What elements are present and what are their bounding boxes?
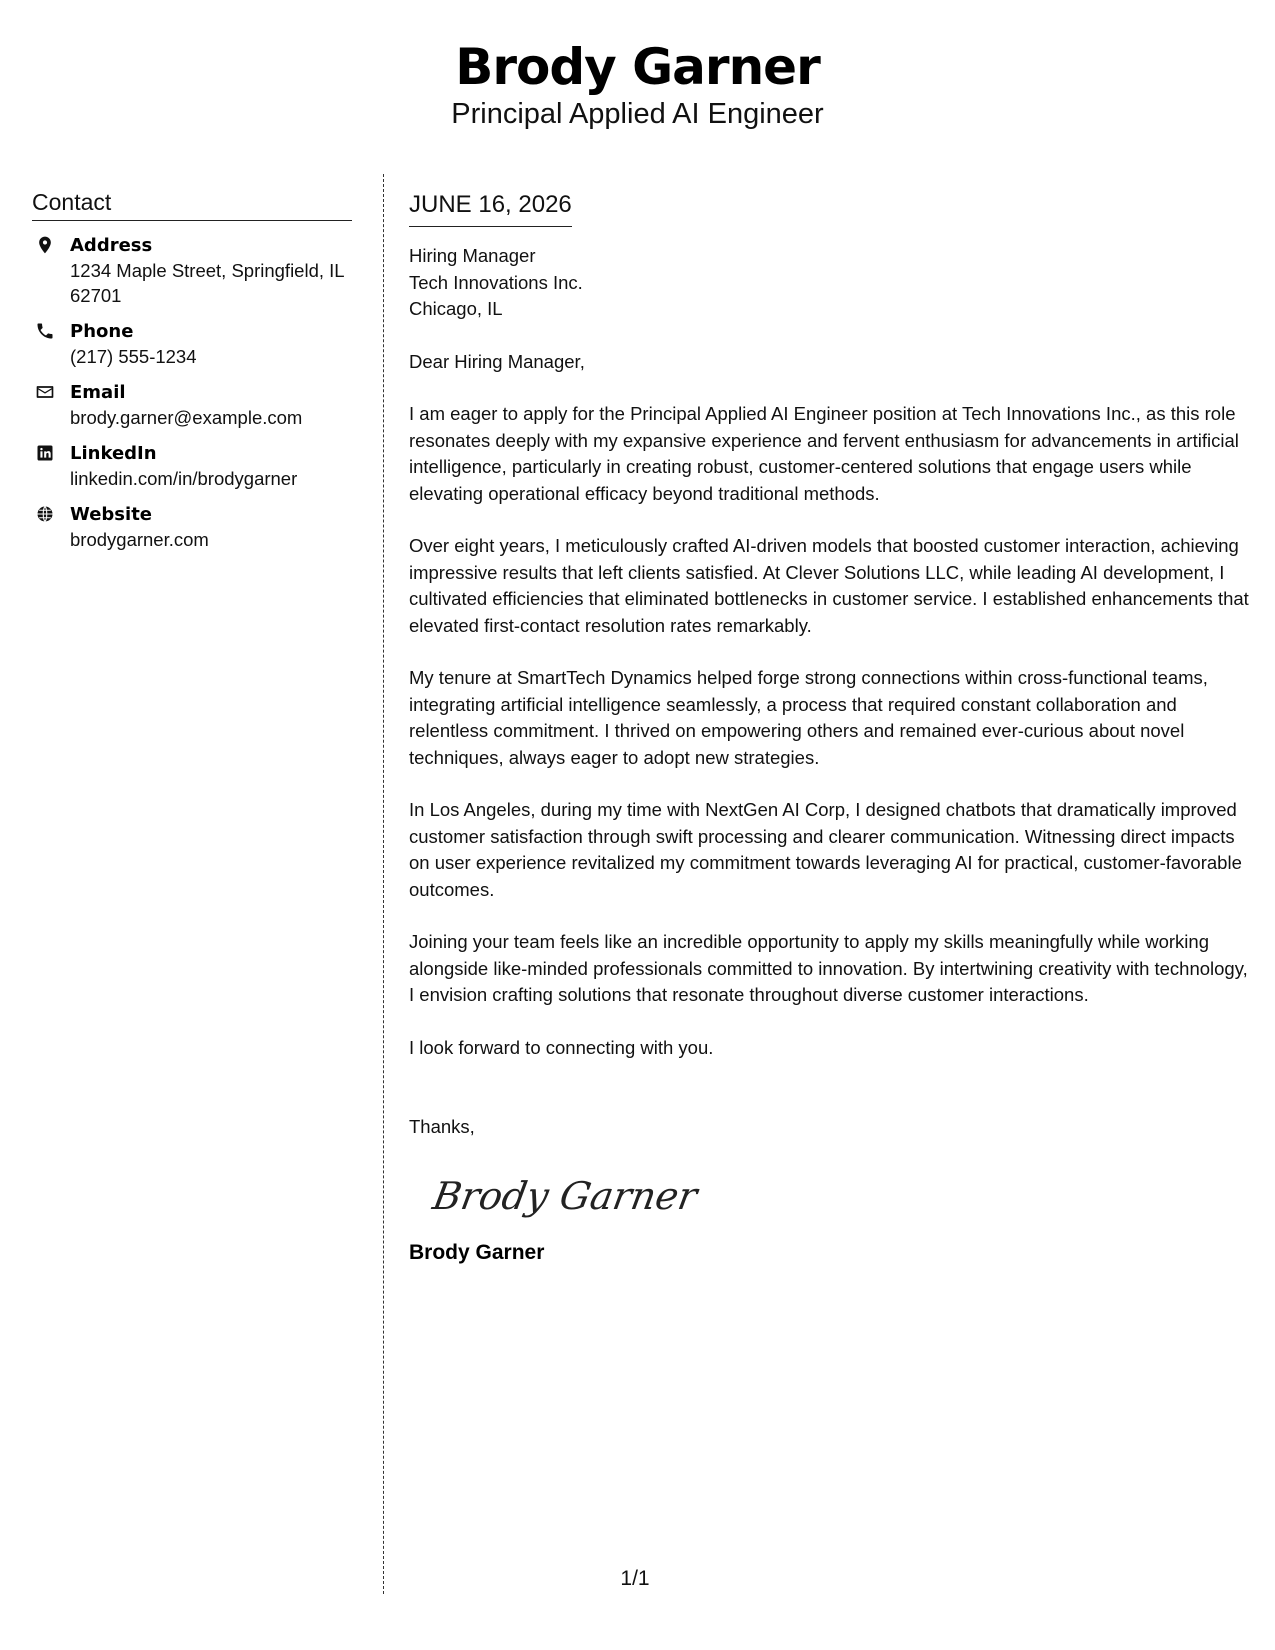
applicant-name: Brody Garner bbox=[455, 38, 820, 96]
linkedin-value: linkedin.com/in/brodygarner bbox=[70, 468, 298, 489]
contact-item-phone bbox=[32, 319, 352, 369]
signer-name: Brody Garner bbox=[409, 1240, 545, 1264]
page-number: 1/1 bbox=[620, 1567, 650, 1590]
globe-icon bbox=[35, 504, 55, 524]
contact-label: Phone bbox=[70, 321, 134, 342]
letter-body bbox=[409, 190, 1254, 1267]
column-divider bbox=[383, 174, 384, 1594]
contact-item-email bbox=[32, 380, 352, 430]
letter-header bbox=[0, 38, 1275, 132]
contact-item-address bbox=[32, 233, 352, 308]
contact-sidebar bbox=[32, 188, 352, 563]
contact-heading: Contact bbox=[32, 188, 352, 221]
closing: Thanks, bbox=[409, 1116, 475, 1137]
phone-icon bbox=[35, 321, 55, 341]
linkedin-icon bbox=[35, 443, 55, 463]
body-paragraph: Over eight years, I meticulously crafted AI-driven models that boosted customer interaction, achieving impressive results that left clients satisfied. At Clever Solutions LLC, while leading AI development, I cultivated efficiencies that eliminated bottlenecks in customer service. I established enhancements that elevated first-contact resolution rates remarkably. bbox=[409, 535, 1249, 636]
contact-label: LinkedIn bbox=[70, 443, 157, 464]
email-value: brody.garner@example.com bbox=[70, 407, 303, 428]
contact-label: Address bbox=[70, 235, 153, 256]
signature-script: Brody Garner bbox=[429, 1173, 701, 1219]
handwritten-signature bbox=[427, 1165, 701, 1225]
contact-label: Email bbox=[70, 382, 126, 403]
contact-item-linkedin bbox=[32, 441, 352, 491]
address-value: 1234 Maple Street, Springfield, IL 62701 bbox=[70, 260, 344, 306]
website-value: brodygarner.com bbox=[70, 529, 209, 550]
body-paragraph: I look forward to connecting with you. bbox=[409, 1036, 714, 1058]
recipient-line: Chicago, IL bbox=[409, 298, 503, 319]
salutation: Dear Hiring Manager, bbox=[409, 350, 585, 372]
body-paragraph: My tenure at SmartTech Dynamics helped forge strong connections within cross-functional teams, integrating artificial intelligence seamlessly, a process that required constant collaboration and relentless commitment. I thrived on empowering others and remained ever-curious about novel techniques, always eager to adopt new strategies. bbox=[409, 667, 1208, 768]
recipient-block bbox=[409, 243, 1254, 323]
recipient-line: Tech Innovations Inc. bbox=[409, 271, 583, 293]
applicant-title: Principal Applied AI Engineer bbox=[451, 98, 824, 130]
contact-item-website bbox=[32, 502, 352, 552]
contact-label: Website bbox=[70, 504, 153, 525]
body-paragraph: Joining your team feels like an incredible opportunity to apply my skills meaningfully while working alongside like-minded professionals committed to innovation. By intertwining creativity with technology, I envision crafting solutions that resonate throughout diverse customer interactions. bbox=[409, 931, 1248, 1005]
envelope-icon bbox=[35, 382, 55, 402]
letter-date: JUNE 16, 2026 bbox=[409, 190, 572, 227]
body-paragraph: I am eager to apply for the Principal Applied AI Engineer position at Tech Innovations Inc., as this role resonates deeply with my expansive experience and fervent enthusiasm for advancements in artificial intelligence, particularly in creating robust, customer-centered solutions that engage users while elevating operational efficacy beyond traditional methods. bbox=[409, 403, 1239, 504]
map-pin-icon bbox=[35, 235, 55, 255]
recipient-line: Hiring Manager bbox=[409, 245, 536, 266]
phone-value: (217) 555-1234 bbox=[70, 346, 197, 367]
body-paragraph: In Los Angeles, during my time with NextGen AI Corp, I designed chatbots that dramatically improved customer satisfaction through swift processing and clearer communication. Witnessing direct impacts on user experience revitalized my commitment towards leveraging AI for practical, customer-favorable outcomes. bbox=[409, 799, 1242, 900]
